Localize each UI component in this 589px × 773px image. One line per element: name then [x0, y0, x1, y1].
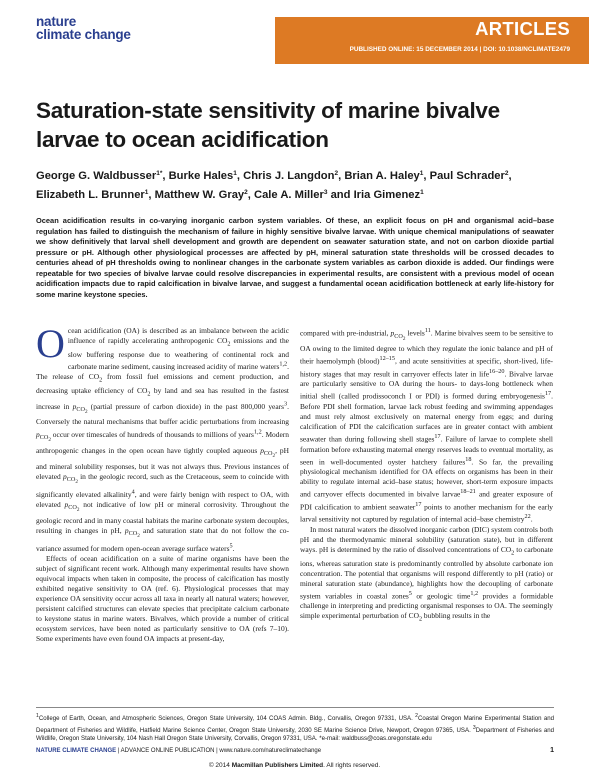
abstract: Ocean acidification results in co-varying inorganic carbon system variables. Of these, an explicit focus on pH and organismal acid–base regulation has failed to distinguish the mechanism of failure in highly sensitive bivalve larvae. With unique chemical manipulations of seawater we show definitively that larval shell development and growth are dependent on seawater saturation state, and not on carbon dioxide partial pressure or pH. Although other physiological processes are affected by pH, mineral saturation state thresholds will be crossed decades to centuries ahead of pH thresholds owing to nonlinear changes in the carbonate system variables as carbon dioxide is added. Our findings were repeatable for two species of bivalve larvae could resolve discrepancies in experimental results, are consistent with a previous model of ocean acidification impacts due to rapid calcification in bivalve larvae, and suggest a fundamental ocean acidification bottleneck at early life-history for some marine keystone species. — [36, 216, 554, 299]
logo-line-1: nature — [36, 14, 77, 29]
author-affiliation-mark: 3 — [323, 188, 328, 196]
paragraph: In most natural waters the dissolved inorganic carbon (DIC) system controls both pH and the thermodynamic mineral solubility (saturation state), but in different ways. pH is determined by the ratio of dissolved concentrations of $CO_2$ to carbonate ions, whereas saturation state is predominantly controlled by absolute carbonate ion concentration. The potential that organisms will respond differently to pH (ratio) or mineral saturation state (abundance), highlights how the decoupling of carbonate system variables in coastal zones$^5$ or geologic time$^{1,2}$ provides a formidable challenge in interpreting and predicting organismal responses to OA. The seemingly simple experimental perturbation of $CO_2$ bubbling results in the — [300, 524, 554, 623]
footer-details[interactable]: | ADVANCE ONLINE PUBLICATION | www.nature.com/natureclimatechange — [116, 748, 322, 754]
footnote-divider — [36, 707, 554, 708]
body-column-right — [300, 326, 553, 625]
journal-logo[interactable] — [36, 16, 131, 41]
paragraph — [36, 321, 290, 554]
footer-journal-name: NATURE CLIMATE CHANGE — [36, 748, 117, 754]
author-name: Burke Hales — [168, 170, 234, 182]
author-affiliation-mark: 2 — [334, 170, 339, 177]
author-affiliation-mark: 2 — [244, 188, 248, 196]
paragraph: compared with pre-industrial, $p_{CO_2}$ levels$^{11}$. Marine bivalves seem to be sensitive to OA owing to the limited degree to which they regulate the ionic balance and pH of their haemolymph (blood)$^{12-15}$, and acute sensitivities at specific, short-lived, life-history stages that may result in carryover effects later in life$^{16-20}$. Bivalve larvae are particularly sensitive to OA during the hours- to days-long bottleneck when initial shell (called prodissoconch I or PDI) is formed during embryogenesis$^{17}$. Before PDI shell formation, larvae lack robust feeding and swimming appendages and must rely almost exclusively on maternal energy from eggs; and during calcification of PDI the calcification surfaces are in greater contact with ambient seawater than during following shell stages$^{17}$. Failure of larvae to complete shell formation before exhausting maternal energy reserves leads to eventual mortality, as seen in well-documented oyster hatchery failures$^{18}$. So far, the prevailing physiological mechanism identified for OA effects on organisms has been in their ability to regulate internal acid–base status; however, short-term exposure impacts and carryover effects documented in bivalve larvae$^{18-21}$ and greater exposure of PDI calcification to ambient seawater$^{17}$ points to another mechanism for the early larval sensitivity not captured by regulation of internal acid–base chemistry$^{22}$. — [300, 327, 554, 524]
author-list: George G. Waldbusser$^{1*}$, Burke Hales$^1$, Chris J. Langdon$^2$, Brian A. Haley$^1$, Paul Schrader$^2$, Elizabeth L. Brunner$^1$, Matthew W. Gray$^2$, Cale A. Miller$^3$ and Iria Gimenez$^1$ — [36, 170, 512, 201]
author-affiliation-mark: 1 — [420, 188, 424, 196]
section-banner — [275, 17, 589, 64]
author-name: Matthew W. Gray — [154, 188, 245, 201]
author-name: Elizabeth L. Brunner — [36, 188, 145, 201]
author-name: Chris J. Langdon — [243, 170, 335, 182]
author-affiliation-mark: 1 — [144, 188, 149, 196]
affiliations-footnote: $^1$College of Earth, Ocean, and Atmospheric Sciences, Oregon State University, 104 COAS Admin. Bldg., Corvallis, Oregon 97331, USA. $^2$Coastal Oregon Marine Experimental Station and Department of Fisheries and Wildlife, Hatfield Marine Science Center, Oregon State University, 2030 SE Marine Science Drive, Newport, Oregon 97365, USA. $^3$Department of Fisheries and Wildlife, Oregon State University, 104 Nash Hall Oregon State University, Corvallis, Oregon 97331, USA. *e-mail: waldbuss@coas.oregonstate.edu — [36, 713, 555, 743]
logo-line-2: climate change — [36, 26, 131, 42]
author-name: Brian A. Haley — [344, 170, 420, 182]
author-affiliation-mark: 2 — [504, 170, 509, 177]
author-affiliation-mark: 1 — [233, 170, 237, 177]
author-name: Cale A. Miller — [254, 188, 324, 201]
author-affiliation-mark: 1 — [419, 170, 424, 177]
page-number: 1 — [550, 747, 554, 754]
author-name: Iria Gimenez — [353, 188, 421, 201]
author-name: Paul Schrader — [429, 170, 505, 182]
author-name: George G. Waldbusser — [36, 170, 157, 182]
paragraph-text: cean acidification (OA) is described as an imbalance between the acidic influence of rapidly accelerating anthropogenic $CO_2$ emissions and the slow buffering response due to weathering of continental rock and carbonate marine sediment, causing increased acidity of marine waters$^{1,2}$. The release of $CO_2$ from fossil fuel emissions and cement production, and decreasing uptake efficiency of $CO_2$ by land and sea has resulted in the fastest increase in $p_{CO_2}$ (partial pressure of carbon dioxide) in the past 800,000 years$^3$. Conversely the natural mechanisms that buffer acidic perturbations from increasing $p_{CO_2}$ occur over timescales of hundreds of thousands to millions of years$^{1,2}$. Modern anthropogenic changes in the open ocean have tightly coupled aqueous $p_{CO_2}$, pH and mineral solubility responses, but it was not always thus. Previous instances of elevated $p_{CO_2}$ in the geologic record, such as the Cretaceous, seem to coincide with significantly elevated alkalinity$^4$, and were fairly benign with respect to OA, with elevated $p_{CO_2}$ not indicative of low pH or mineral corrosivity. Throughout the geologic record and in many coastal habitats the marine carbonate system decouples, resulting in changes in pH, $p_{CO_2}$ and saturation state that do not follow the co-variance assumed for modern open-ocean average surface waters$^5$. — [36, 326, 290, 553]
copyright-prefix: © 2014 — [208, 762, 232, 769]
copyright-suffix: . All rights reserved. — [323, 762, 381, 769]
copyright-publisher: Macmillan Publishers Limited — [231, 762, 324, 769]
section-label: ARTICLES — [475, 18, 570, 39]
footer-journal-info — [36, 748, 321, 754]
paragraph: Effects of ocean acidification on a suite of marine organisms have been the subject of significant recent work. Although many experimental results have shown equivocal impacts when taken in composite, the process of calcification has mostly exhibited negative sensitivity to OA (ref. 6). Physiological processes that may experience OA sensitivity occur across all taxa in nearly all natural waters; however, persistent calcified structures can elevate species that precipitate calcium carbonate to keystone status in marine waters. Bivalves, which provide a number of critical ecosystem services, have been noted as particularly sensitive to OA (refs 7–10). Some experiments have even found OA impacts at present-day, — [36, 553, 289, 644]
copyright-notice — [0, 762, 589, 769]
author-affiliation-mark: 1* — [156, 170, 163, 177]
article-title: Saturation-state sensitivity of marine bivalve larvae to ocean acidification — [36, 98, 500, 152]
drop-cap: O — [36, 321, 65, 366]
body-column-left — [36, 321, 290, 644]
publication-info: PUBLISHED ONLINE: 15 DECEMBER 2014 | DOI: 10.1038/NCLIMATE2479 — [349, 46, 570, 53]
